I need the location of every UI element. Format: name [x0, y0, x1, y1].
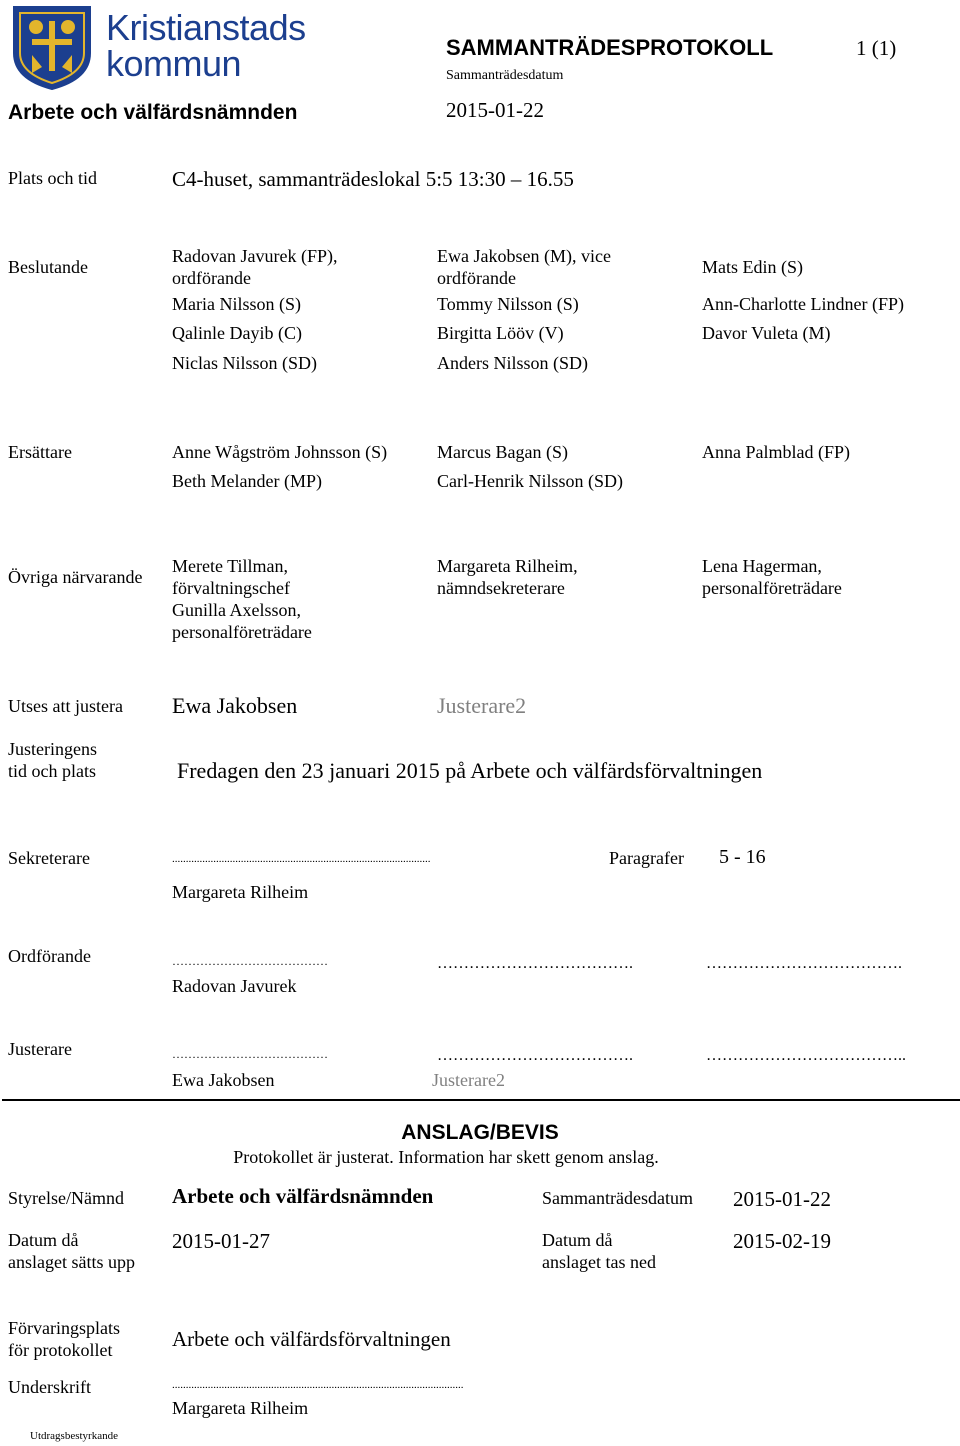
decision-maker: Ewa Jakobsen (M), vice: [437, 246, 611, 266]
decision-maker: Maria Nilsson (S): [172, 294, 301, 314]
secretary-signature-line: ..............................................................................................: [172, 853, 431, 865]
chair-signature-line: …………………………………: [172, 954, 328, 968]
logo-text-line1: Kristianstads: [106, 7, 306, 48]
other-attendee-role: personalföreträdare: [172, 622, 312, 642]
adjuster-signature-line: …………………………………: [172, 1047, 328, 1061]
substitutes-label: Ersättare: [8, 442, 72, 462]
decision-maker: Tommy Nilsson (S): [437, 294, 579, 314]
adjust-label: Utses att justera: [8, 696, 123, 716]
other-attendee: Gunilla Axelsson,: [172, 600, 301, 620]
other-attendee: Merete Tillman,: [172, 556, 288, 576]
adjuster-label: Justerare: [8, 1039, 72, 1059]
paragraphs-value: 5 - 16: [719, 846, 766, 868]
substitute: Beth Melander (MP): [172, 471, 322, 491]
storage-label-1: Förvaringsplats: [8, 1318, 120, 1338]
adjuster-name: Ewa Jakobsen: [172, 693, 298, 718]
chair-name: Radovan Javurek: [172, 976, 297, 996]
notice-title: ANSLAG/BEVIS: [401, 1121, 559, 1144]
decision-maker: Ann-Charlotte Lindner (FP): [702, 294, 904, 314]
signature-line: ..........................................................................................................: [172, 1379, 464, 1391]
decision-maker-role: ordförande: [172, 268, 251, 288]
storage-value: Arbete och välfärdsförvaltningen: [172, 1327, 451, 1351]
section-divider: [2, 1099, 960, 1101]
other-attendee-role: personalföreträdare: [702, 578, 842, 598]
document-title: SAMMANTRÄDESPROTOKOLL: [446, 35, 774, 60]
place-label: Plats och tid: [8, 168, 97, 188]
decision-maker-role: ordförande: [437, 268, 516, 288]
posted-date-label-1: Datum då: [8, 1230, 79, 1250]
signature-label: Underskrift: [8, 1377, 91, 1397]
notice-meeting-date-label: Sammanträdesdatum: [542, 1188, 693, 1208]
notice-meeting-date-value: 2015-01-22: [733, 1187, 831, 1211]
other-attendee: Margareta Rilheim,: [437, 556, 578, 576]
posted-date-label-2: anslaget sätts upp: [8, 1252, 135, 1272]
adjuster-signature-line-2: ……………………………….: [437, 1047, 633, 1064]
chair-signature-line-3: ……………………………….: [706, 955, 902, 972]
notice-subtitle: Protokollet är justerat. Information har skett genom anslag.: [233, 1147, 659, 1167]
adjuster-signature-name: Ewa Jakobsen: [172, 1070, 275, 1090]
removed-date-value: 2015-02-19: [733, 1229, 831, 1253]
committee-name: Arbete och välfärdsnämnden: [8, 101, 298, 124]
storage-label-2: för protokollet: [8, 1340, 113, 1360]
page-number: 1 (1): [856, 36, 897, 60]
decision-maker: Niclas Nilsson (SD): [172, 353, 317, 373]
board-value: Arbete och välfärdsnämnden: [172, 1184, 434, 1208]
removed-date-label-1: Datum då: [542, 1230, 613, 1250]
substitute: Carl-Henrik Nilsson (SD): [437, 471, 623, 491]
decision-makers-label: Beslutande: [8, 257, 88, 277]
adjuster-signature-line-3: ………………………………..: [706, 1047, 906, 1064]
decision-maker: Qalinle Dayib (C): [172, 323, 302, 343]
other-attendee-role: nämndsekreterare: [437, 578, 565, 598]
meeting-date: 2015-01-22: [446, 98, 544, 122]
removed-date-label-2: anslaget tas ned: [542, 1252, 656, 1272]
decision-maker: Birgitta Lööv (V): [437, 323, 564, 343]
adjust-time-label-1: Justeringens: [8, 739, 97, 759]
adjuster-name-2: Justerare2: [437, 693, 527, 718]
decision-maker: Davor Vuleta (M): [702, 323, 831, 343]
secretary-name: Margareta Rilheim: [172, 882, 309, 902]
place-value: C4-huset, sammanträdeslokal 5:5 13:30 – 16.55: [172, 167, 574, 191]
paragraphs-label: Paragrafer: [609, 848, 684, 868]
substitute: Anna Palmblad (FP): [702, 442, 850, 462]
logo-text-line2: kommun: [106, 43, 242, 84]
posted-date-value: 2015-01-27: [172, 1229, 270, 1253]
board-label: Styrelse/Nämnd: [8, 1188, 124, 1208]
adjust-time-label-2: tid och plats: [8, 761, 96, 781]
other-attendee-role: förvaltningschef: [172, 578, 290, 598]
decision-maker: Anders Nilsson (SD): [437, 353, 588, 373]
decision-maker: Mats Edin (S): [702, 257, 803, 277]
secretary-label: Sekreterare: [8, 848, 90, 868]
substitute: Marcus Bagan (S): [437, 442, 568, 462]
adjuster-signature-name-2: Justerare2: [432, 1070, 505, 1090]
footer-certification: Utdragsbestyrkande: [30, 1430, 118, 1442]
meeting-date-label: Sammanträdesdatum: [446, 68, 564, 83]
coat-of-arms-icon: [10, 3, 94, 91]
decision-maker: Radovan Javurek (FP),: [172, 246, 338, 266]
chair-signature-line-2: ……………………………….: [437, 955, 633, 972]
signature-name: Margareta Rilheim: [172, 1398, 309, 1418]
adjust-time-value: Fredagen den 23 januari 2015 på Arbete och välfärdsförvaltningen: [177, 758, 763, 783]
substitute: Anne Wågström Johnsson (S): [172, 442, 388, 462]
other-attendee: Lena Hagerman,: [702, 556, 822, 576]
others-label: Övriga närvarande: [8, 567, 143, 587]
municipality-logo: [10, 3, 310, 91]
chair-label: Ordförande: [8, 946, 91, 966]
